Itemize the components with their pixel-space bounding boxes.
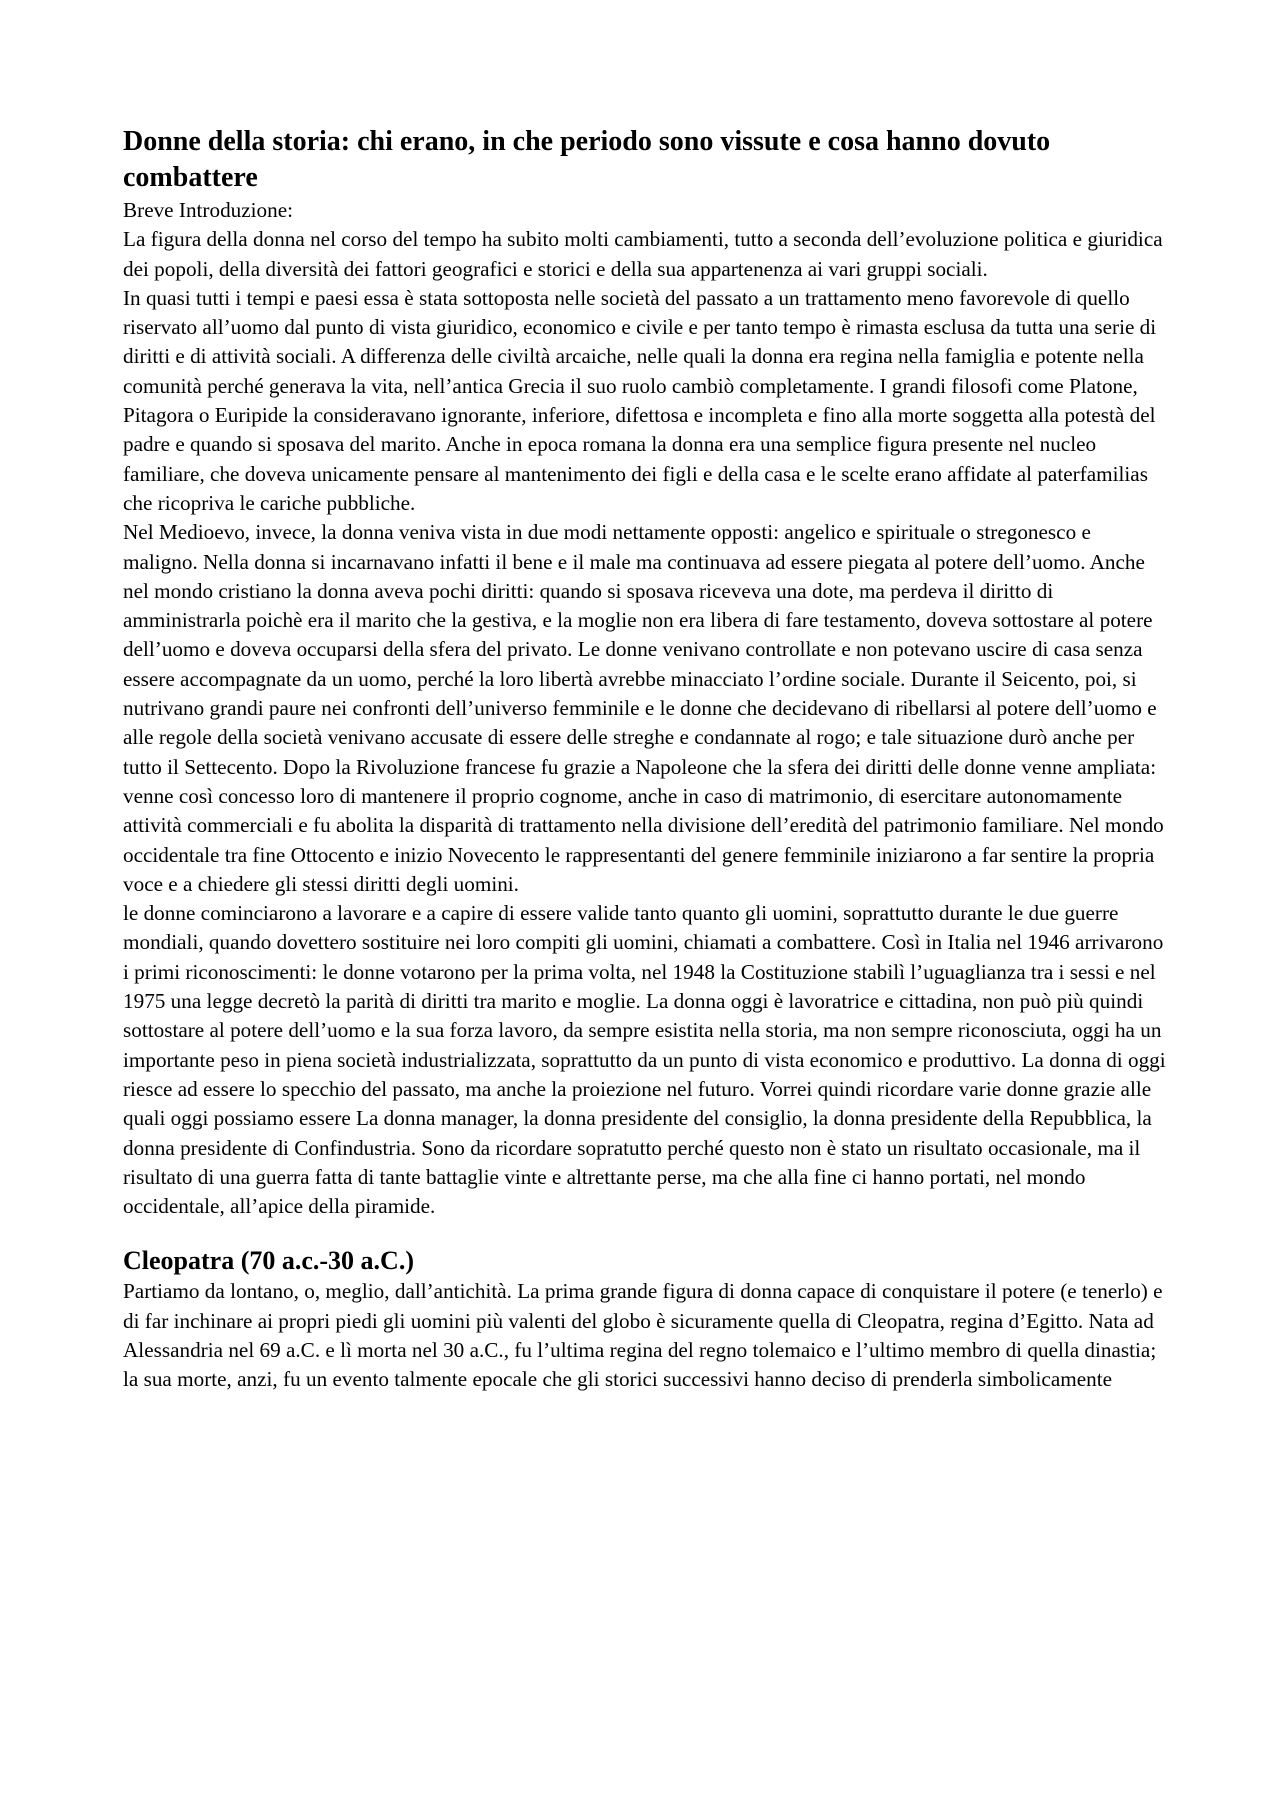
paragraph-4: le donne cominciarono a lavorare e a capire di essere valide tanto quanto gli uomini, soprattutto durante le due guerre mondiali, quando dovettero sostituire nei loro compiti gli uomini, chiamati a combattere. Così in Italia nel 1946 arrivarono i primi riconoscimenti: le donne votarono per la prima volta, nel 1948 la Costituzione stabilì l’uguaglianza tra i sessi e nel 1975 una legge decretò la parità di diritti tra marito e moglie. La donna oggi è lavoratrice e cittadina, non può più quindi sottostare al potere dell’uomo e la sua forza lavoro, da sempre esistita nella storia, ma non sempre riconosciuta, oggi ha un importante peso in piena società industrializzata, soprattutto da un punto di vista economico e produttivo. La donna di oggi riesce ad essere lo specchio del passato, ma anche la proiezione nel futuro. Vorrei quindi ricordare varie donne grazie alle quali oggi possiamo essere La donna manager, la donna presidente del consiglio, la donna presidente della Repubblica, la donna presidente di Confindustria. Sono da ricordare sopratutto perché questo non è stato un risultato occasionale, ma il risultato di una guerra fatta di tante battaglie vinte e altrettante perse, ma che alla fine ci hanno portati, nel mondo occidentale, all’apice della piramide. bbox=[123, 901, 1166, 1219]
document-page bbox=[123, 124, 1168, 1395]
paragraph-1: La figura della donna nel corso del tempo ha subito molti cambiamenti, tutto a seconda dell’evoluzione politica e giuridica dei popoli, della diversità dei fattori geografici e storici e della sua appartenenza ai vari gruppi sociali. bbox=[123, 227, 1163, 281]
paragraph-2: In quasi tutti i tempi e paesi essa è stata sottoposta nelle società del passato a un trattamento meno favorevole di quello riservato all’uomo dal punto di vista giuridico, economico e civile e per tanto tempo è rimasta esclusa da tutta una serie di diritti e di attività sociali. A differenza delle civiltà arcaiche, nelle quali la donna era regina nella famiglia e potente nella comunità perché generava la vita, nell’antica Grecia il suo ruolo cambiò completamente. I grandi filosofi come Platone, Pitagora o Euripide la consideravano ignorante, inferiore, difettosa e incompleta e fino alla morte soggetta alla potestà del padre e quando si sposava del marito. Anche in epoca romana la donna era una semplice figura presente nel nucleo familiare, che doveva unicamente pensare al mantenimento dei figli e della casa e le scelte erano affidate al paterfamilias che ricopriva le cariche pubbliche. bbox=[123, 285, 1157, 515]
section-paragraph-cleopatra: Partiamo da lontano, o, meglio, dall’antichità. La prima grande figura di donna capace di conquistare il potere (e tenerlo) e di far inchinare ai propri piedi gli uomini più valenti del globo è sicuramente quella di Cleopatra, regina d’Egitto. Nata ad Alessandria nel 69 a.C. e lì morta nel 30 a.C., fu l’ultima regina del regno tolemaico e l’ultimo membro di quella dinastia; la sua morte, anzi, fu un evento talmente epocale che gli storici successivi hanno deciso di prenderla simbolicamente bbox=[123, 1279, 1163, 1392]
paragraph-3: Nel Medioevo, invece, la donna veniva vista in due modi nettamente opposti: angelico e spirituale o stregonesco e maligno. Nella donna si incarnavano infatti il bene e il male ma continuava ad essere piegata al potere dell’uomo. Anche nel mondo cristiano la donna aveva pochi diritti: quando si sposava riceveva una dote, ma perdeva il diritto di amministrarla poichè era il marito che la gestiva, e la moglie non era libera di fare testamento, doveva sottostare al potere dell’uomo e doveva occuparsi della sfera del privato. Le donne venivano controllate e non potevano uscire di casa senza essere accompagnate da un uomo, perché la loro libertà avrebbe minacciato l’ordine sociale. Durante il Seicento, poi, si nutrivano grandi paure nei confronti dell’universo femminile e le donne che decidevano di ribellarsi al potere dell’uomo e alle regole della società venivano accusate di essere delle streghe e condannate al rogo; e tale situazione durò anche per tutto il Settecento. Dopo la Rivoluzione francese fu grazie a Napoleone che la sfera dei diritti delle donne venne ampliata: venne così concesso loro di mantenere il proprio cognome, anche in caso di matrimonio, di esercitare autonomamente attività commerciali e fu abolita la disparità di trattamento nella divisione dell’eredità del patrimonio familiare. Nel mondo occidentale tra fine Ottocento e inizio Novecento le rappresentanti del genere femminile iniziarono a far sentire la propria voce e a chiedere gli stessi diritti degli uomini. bbox=[123, 520, 1164, 896]
document-title: Donne della storia: chi erano, in che periodo sono vissute e cosa hanno dovuto combattere bbox=[123, 126, 1051, 193]
section-heading-cleopatra: Cleopatra (70 a.c.-30 a.C.) bbox=[123, 1246, 414, 1276]
intro-label: Breve Introduzione: bbox=[123, 198, 294, 222]
